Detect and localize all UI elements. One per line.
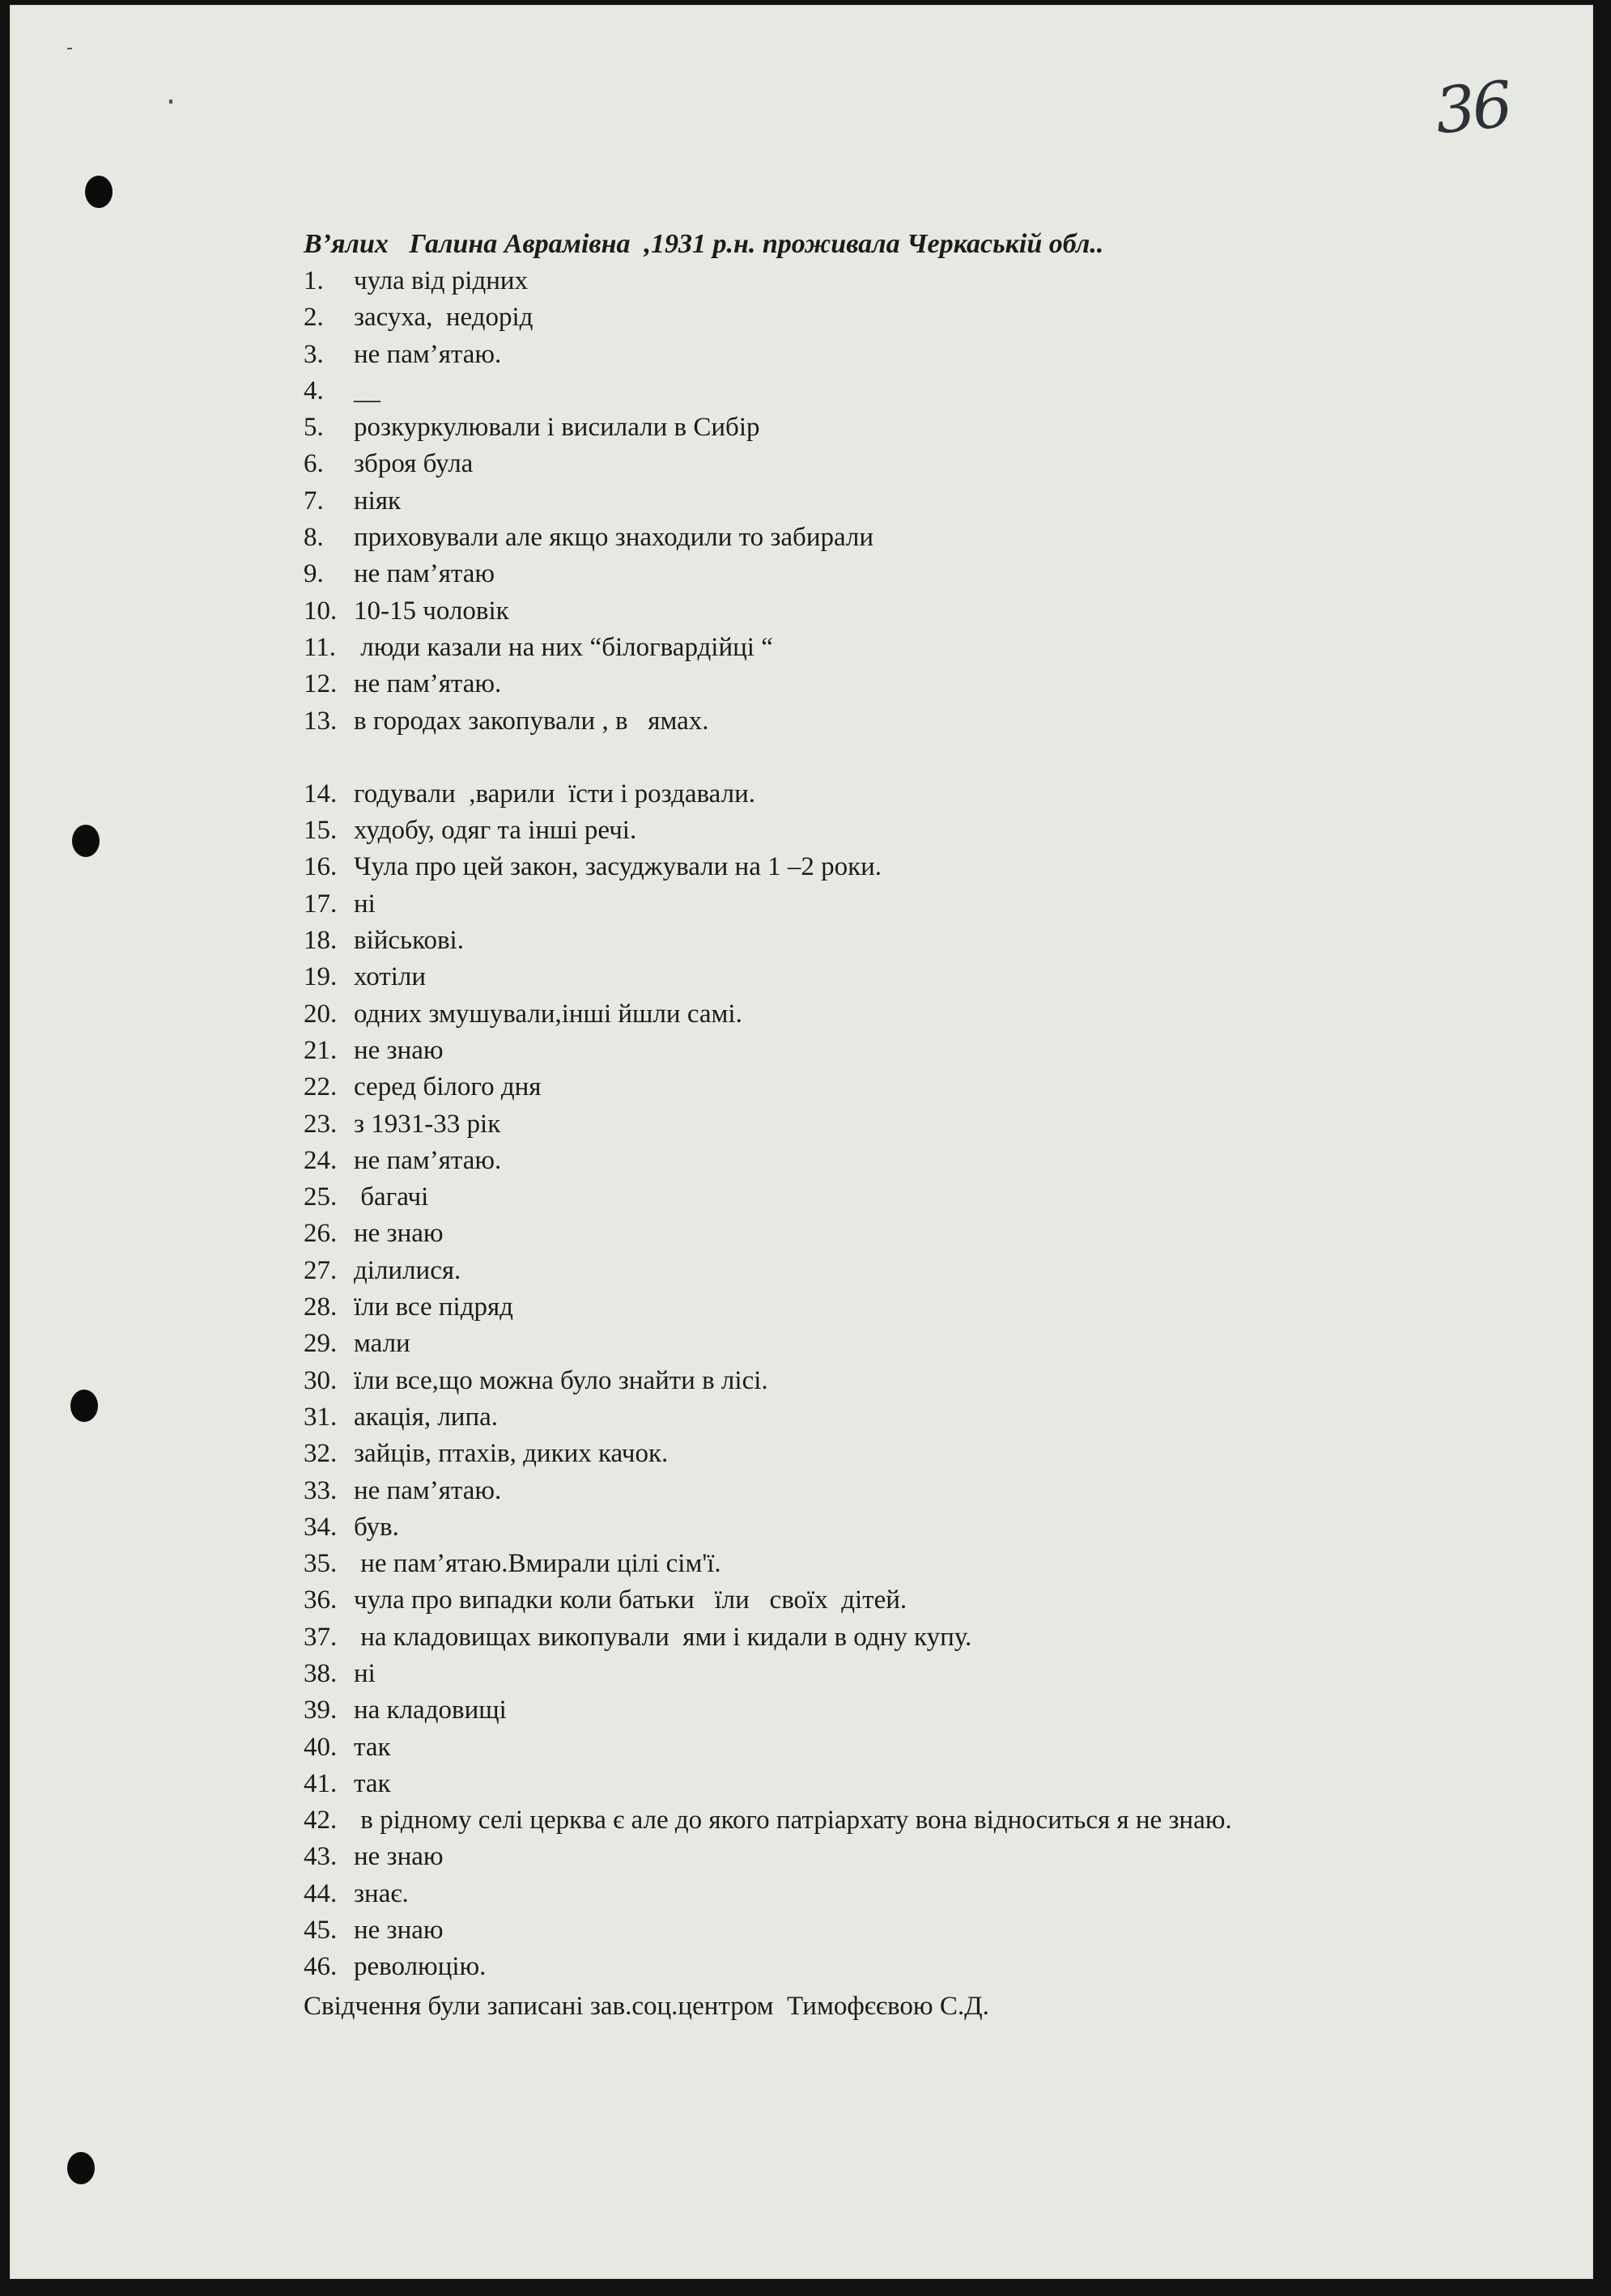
answer-text: революцію. — [354, 1952, 487, 1982]
answer-text: військові. — [354, 926, 464, 956]
answer-text: не пам’ятаю. — [354, 1145, 502, 1175]
answer-text: серед білого дня — [354, 1072, 542, 1102]
answer-text: не пам’ятаю. — [354, 669, 502, 699]
page-number: 36 — [1431, 68, 1513, 149]
answer-text: ні — [354, 1658, 376, 1688]
answer-item — [304, 593, 1437, 630]
answer-item — [304, 1106, 1437, 1143]
answer-number: 8. — [304, 523, 324, 553]
answer-text: з 1931-33 рік — [354, 1109, 501, 1139]
punch-hole — [67, 2152, 95, 2184]
answer-number: 4. — [304, 376, 324, 405]
answer-text: __ — [354, 376, 380, 405]
answer-text: в городах закопували , в ямах. — [354, 706, 709, 736]
answer-number: 11. — [304, 632, 337, 662]
answer-number: 12. — [304, 669, 338, 699]
answer-number: 42. — [304, 1806, 338, 1836]
answer-item — [304, 1069, 1437, 1106]
answer-number: 29. — [304, 1329, 338, 1359]
answer-number: 35. — [304, 1549, 338, 1579]
answer-number: 26. — [304, 1219, 338, 1249]
answer-item — [304, 337, 1437, 373]
punch-hole — [72, 825, 100, 857]
answer-item — [304, 1473, 1437, 1509]
answer-text: мали — [354, 1329, 410, 1359]
answer-text: ніяк — [354, 486, 402, 516]
answer-item — [304, 886, 1437, 923]
answer-number: 34. — [304, 1512, 338, 1542]
answer-item — [304, 1802, 1437, 1839]
answer-number: 21. — [304, 1035, 338, 1065]
scan-speck — [67, 48, 72, 49]
answer-item — [304, 1216, 1437, 1252]
answer-text: зброя була — [354, 449, 474, 479]
answer-item — [304, 556, 1437, 592]
answer-number: 1. — [304, 266, 324, 295]
answer-item — [304, 1582, 1437, 1619]
answer-text: одних змушували,інші йшли самі. — [354, 999, 742, 1029]
answer-text: худобу, одяг та інші речі. — [354, 816, 637, 846]
answer-number: 3. — [304, 339, 324, 369]
answer-text: на кладовищі — [354, 1695, 507, 1725]
answers-list — [304, 263, 1437, 1986]
answer-item — [304, 923, 1437, 959]
answer-number: 6. — [304, 449, 324, 479]
answer-item — [304, 1289, 1437, 1326]
answer-item — [304, 1839, 1437, 1875]
answer-number: 41. — [304, 1768, 338, 1798]
answer-number: 44. — [304, 1878, 338, 1908]
answer-number: 9. — [304, 559, 324, 589]
answer-number: 16. — [304, 852, 338, 882]
answer-item — [304, 776, 1437, 813]
answer-item — [304, 1363, 1437, 1399]
answer-item — [304, 263, 1437, 299]
answer-text: приховували але якщо знаходили то забирали — [354, 523, 874, 553]
answer-item — [304, 813, 1437, 849]
answer-number: 27. — [304, 1255, 338, 1285]
answer-item — [304, 446, 1437, 482]
answer-item — [304, 1546, 1437, 1582]
answer-text: Чула про цей закон, засуджували на 1 –2 роки. — [354, 852, 882, 882]
answer-item — [304, 1509, 1437, 1546]
answer-text: акація, липа. — [354, 1402, 499, 1432]
answer-number: 17. — [304, 889, 338, 919]
answer-number: 36. — [304, 1585, 338, 1615]
answer-item — [304, 1399, 1437, 1436]
answer-item — [304, 1179, 1437, 1216]
answer-text: їли все,що можна було знайти в лісі. — [354, 1365, 768, 1395]
answer-number: 38. — [304, 1658, 338, 1688]
answer-text: так — [354, 1768, 391, 1798]
answer-item — [304, 483, 1437, 520]
answer-number: 19. — [304, 962, 338, 992]
answer-text: не пам’ятаю — [354, 559, 495, 589]
punch-hole — [70, 1390, 98, 1422]
answer-item — [304, 1143, 1437, 1179]
answer-item — [304, 703, 1437, 740]
answer-number: 15. — [304, 816, 338, 846]
scan-speck — [169, 100, 172, 104]
answer-item — [304, 849, 1437, 885]
answer-text: засуха, недорід — [354, 303, 533, 333]
answer-number: 5. — [304, 413, 324, 443]
answer-item — [304, 1253, 1437, 1289]
answer-text: знає. — [354, 1878, 409, 1908]
answer-item — [304, 1766, 1437, 1802]
answer-number: 7. — [304, 486, 324, 516]
answer-item — [304, 373, 1437, 410]
answer-number: 22. — [304, 1072, 338, 1102]
answer-text: багачі — [354, 1182, 429, 1212]
answer-text: не пам’ятаю. — [354, 1475, 502, 1505]
answer-number: 46. — [304, 1952, 338, 1982]
answer-number: 32. — [304, 1439, 338, 1469]
answer-number: 45. — [304, 1916, 338, 1946]
answer-number: 18. — [304, 926, 338, 956]
answer-text: не знаю — [354, 1842, 444, 1872]
answer-text: не знаю — [354, 1219, 444, 1249]
answer-item — [304, 1912, 1437, 1949]
answer-number: 23. — [304, 1109, 338, 1139]
answer-number: 14. — [304, 779, 338, 808]
answer-text: не пам’ятаю. — [354, 339, 502, 369]
answer-number: 31. — [304, 1402, 338, 1432]
answer-text: не пам’ятаю.Вмирали цілі сім'ї. — [354, 1549, 721, 1579]
answer-item — [304, 959, 1437, 995]
document-page — [10, 5, 1593, 2279]
answer-text: хотіли — [354, 962, 427, 992]
answer-text: на кладовищах викопували ями і кидали в одну купу. — [354, 1622, 972, 1652]
answer-number: 20. — [304, 999, 338, 1029]
answer-item — [304, 410, 1437, 446]
answer-number: 30. — [304, 1365, 338, 1395]
answer-number: 13. — [304, 706, 338, 736]
answer-text: в рідному селі церква є але до якого патріархату вона відноситься я не знаю. — [354, 1806, 1232, 1836]
answer-text: зайців, птахів, диких качок. — [354, 1439, 669, 1469]
answer-number: 10. — [304, 596, 338, 626]
answer-item — [304, 1326, 1437, 1362]
answer-text: годували ,варили їсти і роздавали. — [354, 779, 755, 808]
answer-text: не знаю — [354, 1916, 444, 1946]
footer-note: Свідчення були записані зав.соц.центром Тимофєєвою С.Д. — [304, 1991, 989, 2021]
answer-text: ні — [354, 889, 376, 919]
answer-item — [304, 1729, 1437, 1766]
answer-number: 28. — [304, 1292, 338, 1322]
answer-text: ділилися. — [354, 1255, 461, 1285]
answer-item — [304, 1436, 1437, 1472]
punch-hole — [85, 176, 113, 208]
answer-text: розкуркулювали і висилали в Сибір — [354, 413, 760, 443]
answer-number: 24. — [304, 1145, 338, 1175]
answer-text: так — [354, 1732, 391, 1762]
answer-item — [304, 520, 1437, 556]
answer-number: 40. — [304, 1732, 338, 1762]
answer-text: 10-15 чоловік — [354, 596, 509, 626]
answer-item — [304, 1619, 1437, 1656]
answer-item — [304, 630, 1437, 666]
answer-number: 33. — [304, 1475, 338, 1505]
answer-number: 43. — [304, 1842, 338, 1872]
answer-item — [304, 299, 1437, 336]
answer-item — [304, 1876, 1437, 1912]
answer-number: 25. — [304, 1182, 338, 1212]
answer-number: 39. — [304, 1695, 338, 1725]
answer-item — [304, 666, 1437, 702]
answer-item — [304, 1656, 1437, 1692]
answer-item — [304, 996, 1437, 1033]
answer-text: не знаю — [354, 1035, 444, 1065]
answer-text: був. — [354, 1512, 399, 1542]
answer-number: 37. — [304, 1622, 338, 1652]
answer-item — [304, 1949, 1437, 1985]
answer-number: 2. — [304, 303, 324, 333]
document-heading: В’ялих Галина Аврамівна ,1931 р.н. проживала Черкаській обл.. — [304, 229, 1104, 259]
document-body — [304, 226, 1437, 2025]
answer-text: люди казали на них “білогвардійці “ — [354, 632, 773, 662]
answer-text: чула від рідних — [354, 266, 529, 295]
answer-text: чула про випадки коли батьки їли своїх дітей. — [354, 1585, 908, 1615]
answer-text: їли все підряд — [354, 1292, 513, 1322]
answer-item — [304, 1692, 1437, 1729]
answer-item — [304, 1033, 1437, 1069]
